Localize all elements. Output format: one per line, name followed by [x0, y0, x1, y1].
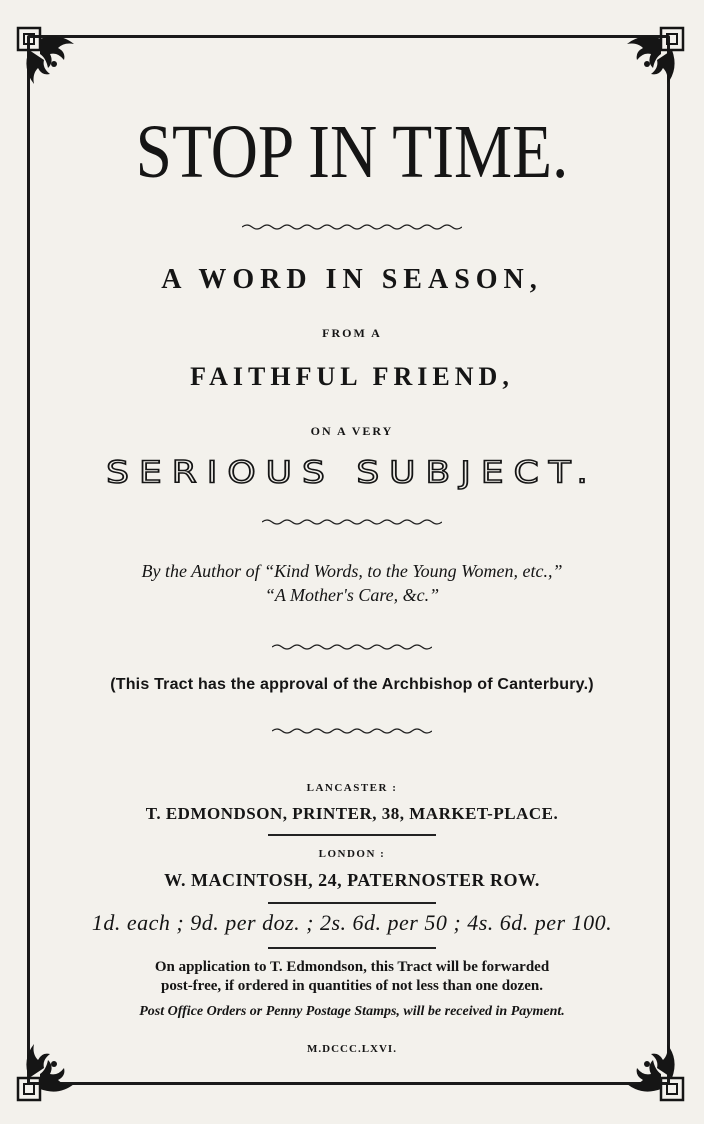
divider-rule [268, 947, 436, 949]
page-title: STOP IN TIME. [135, 110, 569, 194]
from-a-label: FROM A [322, 326, 382, 340]
printer-address: T. EDMONDSON, PRINTER, 38, MARKET-PLACE. [145, 804, 559, 823]
faithful-friend-heading: FAITHFUL FRIEND, [190, 362, 514, 391]
divider-rule [268, 834, 436, 836]
payment-note: Post Office Orders or Penny Postage Stamps, will be received in Payment. [139, 1004, 565, 1019]
wavy-divider-icon [272, 726, 432, 736]
corner-ornament-icon [14, 24, 84, 94]
wavy-divider-icon [242, 222, 462, 232]
publication-date: M.DCCC.LXVI. [307, 1043, 397, 1055]
on-a-very-label: ON A VERY [310, 424, 394, 438]
subtitle: A WORD IN SEASON, [161, 264, 543, 295]
divider-rule [268, 902, 436, 904]
wavy-divider-icon [272, 642, 432, 652]
wavy-divider-icon [262, 517, 442, 527]
author-byline: By the Author of “Kind Words, to the Young Women, etc.,” [141, 561, 563, 581]
serious-subject-heading: SERIOUS SUBJECT. [106, 455, 598, 490]
approval-note: (This Tract has the approval of the Archbishop of Canterbury.) [110, 676, 594, 693]
corner-ornament-icon [617, 24, 687, 94]
london-publisher: W. MACINTOSH, 24, PATERNOSTER ROW. [164, 870, 540, 890]
london-label: LONDON : [318, 848, 386, 860]
application-note-1: On application to T. Edmondson, this Tract will be forwarded [154, 959, 550, 975]
lancaster-label: LANCASTER : [306, 782, 398, 794]
author-byline-2: “A Mother's Care, &c.” [264, 585, 440, 605]
price-list: 1d. each ; 9d. per doz. ; 2s. 6d. per 50 ; 4s. 6d. per 100. [91, 910, 613, 935]
application-note-2: post-free, if ordered in quantities of not less than one dozen. [161, 978, 543, 994]
